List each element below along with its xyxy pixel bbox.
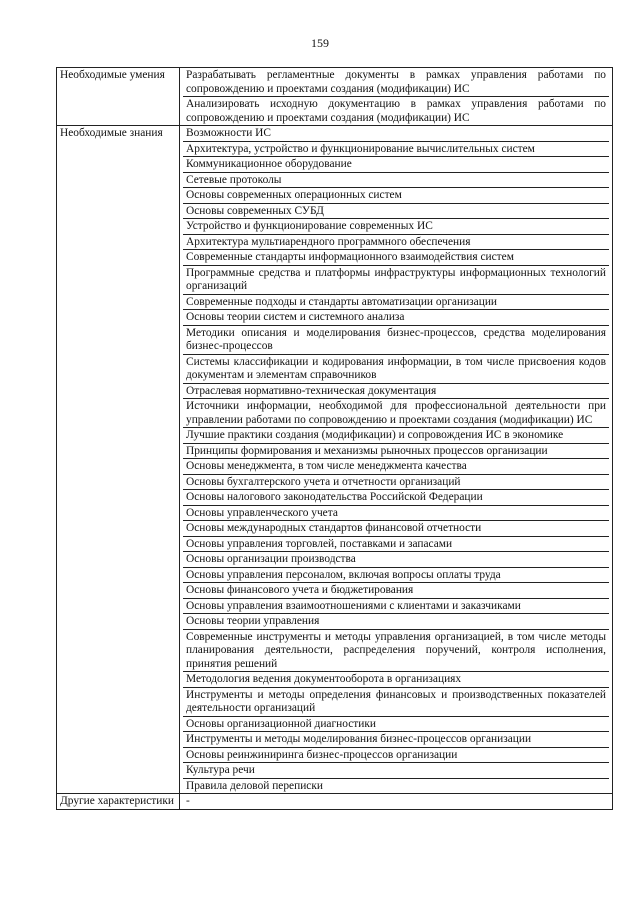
row-items-skills	[180, 68, 613, 126]
row-items-other	[180, 794, 613, 810]
list-item: Коммуникационное оборудование	[183, 157, 609, 173]
list-item: Основы управления взаимоотношениями с клиентами и заказчиками	[183, 599, 609, 615]
list-item: Основы финансового учета и бюджетирования	[183, 583, 609, 599]
list-item: Правила деловой переписки	[186, 779, 323, 792]
list-item: Отраслевая нормативно-техническая документация	[183, 384, 609, 400]
list-item: Основы организационной диагностики	[183, 717, 609, 733]
list-item: Устройство и функционирование современных ИС	[183, 219, 609, 235]
list-item: Основы налогового законодательства Российской Федерации	[183, 490, 609, 506]
list-item: Архитектура, устройство и функционирование вычислительных систем	[183, 142, 609, 158]
row-label-other: Другие характеристики	[57, 794, 180, 810]
table-row-skills	[57, 68, 613, 126]
list-item: Современные подходы и стандарты автоматизации организации	[183, 295, 609, 311]
requirements-table	[56, 67, 613, 810]
list-item: Методики описания и моделирования бизнес-процессов, средства моделирования бизнес-процессов	[183, 326, 609, 355]
list-item: Архитектура мультиарендного программного обеспечения	[183, 235, 609, 251]
list-item: Основы современных СУБД	[183, 204, 609, 220]
list-item: Основы управления торговлей, поставками и запасами	[183, 537, 609, 553]
list-item: Основы менеджмента, в том числе менеджмента качества	[183, 459, 609, 475]
list-item: Принципы формирования и механизмы рыночных процессов организации	[183, 444, 609, 460]
row-items-knowledge	[180, 126, 613, 794]
list-item: Современные инструменты и методы управления организацией, в том числе методы планирования деятельности, распределения поручений, контроля исполнения, принятия решений	[183, 630, 609, 673]
table-row-other	[57, 794, 613, 810]
list-item: Системы классификации и кодирования информации, в том числе присвоения кодов документам и элементам справочников	[183, 355, 609, 384]
list-item: Основы международных стандартов финансовой отчетности	[183, 521, 609, 537]
table-row-knowledge	[57, 126, 613, 794]
list-item: Лучшие практики создания (модификации) и сопровождения ИС в экономике	[183, 428, 609, 444]
list-item: Сетевые протоколы	[183, 173, 609, 189]
list-item: Программные средства и платформы инфраструктуры информационных технологий организаций	[183, 266, 609, 295]
list-item: Основы теории управления	[183, 614, 609, 630]
list-item: Основы современных операционных систем	[183, 188, 609, 204]
list-item: Основы теории систем и системного анализа	[183, 310, 609, 326]
list-item: Источники информации, необходимой для профессиональной деятельности при управлении работами по сопровождению и проектами создания (модификации) ИС	[183, 399, 609, 428]
list-item: Инструменты и методы моделирования бизнес-процессов организации	[183, 732, 609, 748]
row-label-skills: Необходимые умения	[57, 68, 180, 126]
list-item: Методология ведения документооборота в организациях	[183, 672, 609, 688]
list-item: Основы бухгалтерского учета и отчетности организаций	[183, 475, 609, 491]
list-item: Современные стандарты информационного взаимодействия систем	[183, 250, 609, 266]
list-item: Культура речи	[183, 763, 609, 779]
row-label-knowledge: Необходимые знания	[57, 126, 180, 794]
list-item: Основы управления персоналом, включая вопросы оплаты труда	[183, 568, 609, 584]
list-item: Разрабатывать регламентные документы в рамках управления работами по сопровождению и проектами создания (модификации) ИС	[183, 68, 609, 97]
list-item: Основы управленческого учета	[183, 506, 609, 522]
list-item: Возможности ИС	[183, 126, 609, 142]
list-item: Анализировать исходную документацию в рамках управления работами по сопровождению и проектами создания (модификации) ИС	[186, 98, 606, 124]
list-item: Основы реинжиниринга бизнес-процессов организации	[183, 748, 609, 764]
page-number: 159	[311, 36, 329, 50]
list-item: Инструменты и методы определения финансовых и производственных показателей деятельности организаций	[183, 688, 609, 717]
list-item: Основы организации производства	[183, 552, 609, 568]
list-item: -	[186, 795, 190, 807]
